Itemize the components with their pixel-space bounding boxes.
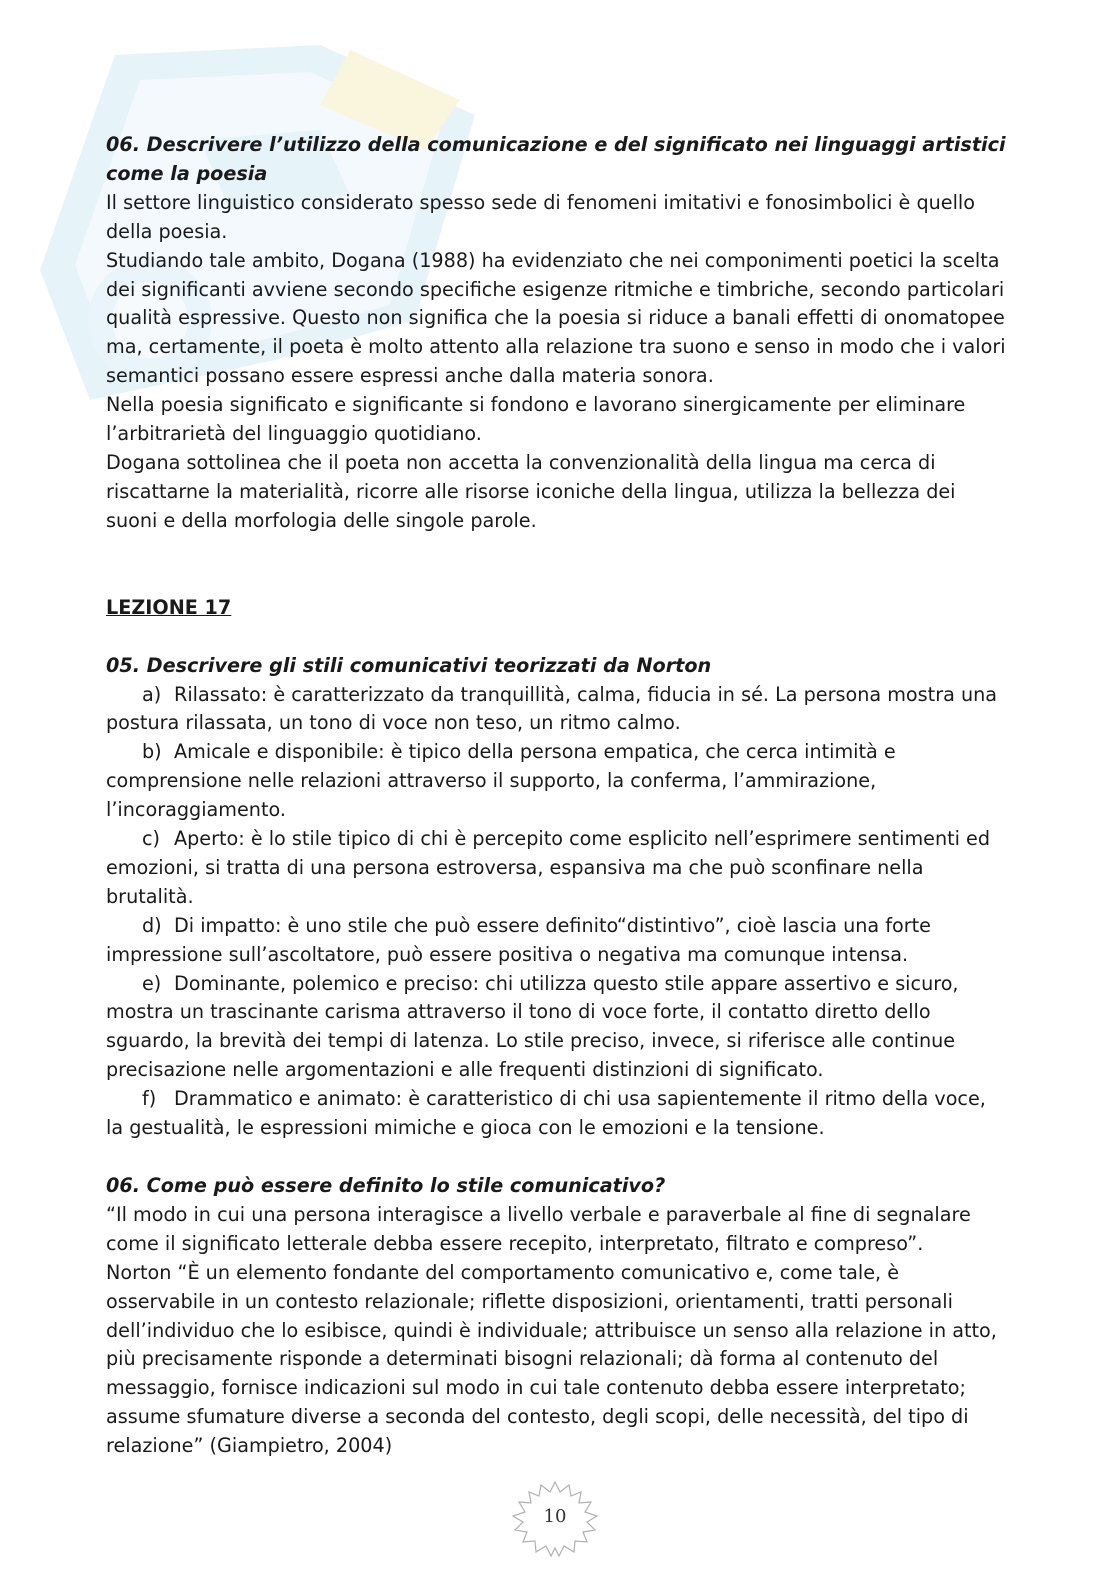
list-item-label: b): [142, 740, 162, 764]
list-item-text: Rilassato: è caratterizzato da tranquillità, calma, fiducia in sé. La persona mostra una postura rilassata, un tono di voce non teso, un ritmo calmo.: [106, 682, 998, 735]
paragraph: Studiando tale ambito, Dogana (1988) ha evidenziato che nei componimenti poetici la scelta dei significanti avviene secondo specifiche esigenze ritmiche e timbriche, secondo particolari qualità espressive. Questo non significa che la poesia si riduce a banali effetti di onomatopee ma, certamente, il poeta è molto attento alla relazione tra suono e senso in modo che i valori semantici possano essere espressi anche dalla materia sonora.: [106, 248, 1006, 388]
list-item-label: f): [142, 1087, 157, 1111]
list-item-text: Drammatico e animato: è caratteristico di chi usa sapientemente il ritmo della voce, la gestualità, le espressioni mimiche e gioca con le emozioni e la tensione.: [106, 1087, 986, 1140]
list-item-label: e): [142, 971, 162, 995]
list-item-label: d): [142, 913, 162, 937]
list-item: [106, 1085, 1006, 1143]
list-item-text: Dominante, polemico e preciso: chi utilizza questo stile appare assertivo e sicuro, mostra un trascinante carisma attraverso il tono di voce forte, il contatto diretto dello sguardo, la brevità dei tempi di latenza. Lo stile preciso, invece, si riferisce alle continue precisazione nelle argomentazioni e alle frequenti distinzioni di significato.: [106, 971, 959, 1082]
paragraph: Il settore linguistico considerato spesso sede di fenomeni imitativi e fonosimbolici è quello della poesia.: [106, 190, 976, 243]
section-title-continued: come la poesia: [106, 161, 268, 185]
list-item-text: Aperto: è lo stile tipico di chi è percepito come esplicito nell’esprimere sentimenti ed emozioni, si tratta di una persona estroversa, espansiva ma che può sconfinare nella brutalità.: [106, 827, 991, 908]
document-page: [106, 131, 1006, 1461]
list-item-text: Amicale e disponibile: è tipico della persona empatica, che cerca intimità e comprensione nelle relazioni attraverso il supporto, la conferma, l’ammirazione, l’incoraggiamento.: [106, 740, 896, 822]
section-title: 05. Descrivere gli stili comunicativi teorizzati da Norton: [106, 653, 712, 677]
list-item-label: a): [142, 682, 162, 706]
list-item: [106, 738, 1006, 825]
paragraph: “Il modo in cui una persona interagisce a livello verbale e paraverbale al fine di segnalare come il significato letterale debba essere recepito, interpretato, filtrato e compreso”.: [106, 1202, 971, 1255]
list-item-label: c): [142, 827, 161, 851]
list-item: [106, 825, 1006, 912]
page-number: 10: [543, 1506, 567, 1527]
paragraph: Nella poesia significato e significante si fondono e lavorano sinergicamente per eliminare l’arbitrarietà del linguaggio quotidiano.: [106, 393, 966, 446]
list-item: [106, 970, 1006, 1086]
paragraph: Norton “È un elemento fondante del comportamento comunicativo e, come tale, è osservabile in un contesto relazionale; riflette disposizioni, orientamenti, tratti personali dell’individuo che lo esibisce, quindi è individuale; attribuisce un senso alla relazione in atto, più precisamente risponde a determinati bisogni relazionali; dà forma al contenuto del messaggio, fornisce indicazioni sul modo in cui tale contenuto debba essere interpretato; assume sfumature diverse a seconda del contesto, degli scopi, delle necessità, del tipo di relazione” (Giampietro, 2004): [106, 1260, 997, 1458]
list-item-text: Di impatto: è uno stile che può essere definito“distintivo”, cioè lascia una forte impressione sull’ascoltatore, può essere positiva o negativa ma comunque intensa.: [106, 913, 931, 966]
page-footer: [507, 1478, 603, 1558]
lesson-heading: LEZIONE 17: [106, 595, 232, 619]
paragraph: Dogana sottolinea che il poeta non accetta la convenzionalità della lingua ma cerca di riscattarne la materialità, ricorre alle risorse iconiche della lingua, utilizza la bellezza dei suoni e della morfologia delle singole parole.: [106, 450, 956, 532]
section-title: 06. Descrivere l’utilizzo della comunicazione e del significato nei linguaggi artistici: [106, 133, 1006, 156]
list-item: [106, 681, 1006, 739]
list-item: [106, 912, 1006, 970]
section-title: 06. Come può essere definito lo stile comunicativo?: [106, 1174, 666, 1197]
